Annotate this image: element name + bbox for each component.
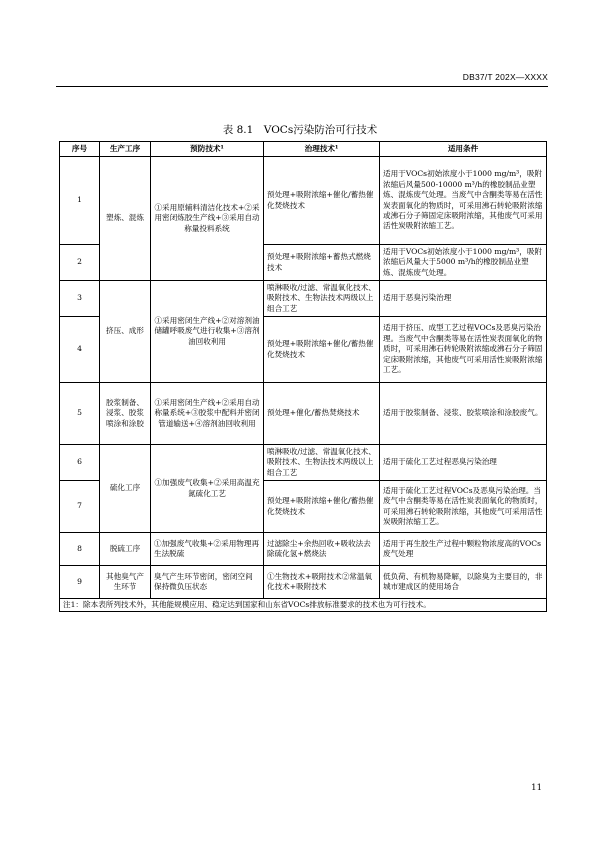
cell-no: 1 — [60, 157, 100, 245]
cell-prevention: ①加强废气收集+②采用物理再生法脱硫 — [151, 533, 264, 566]
cell-no: 2 — [60, 245, 100, 281]
cell-prevention: ①加强废气收集+②采用高温充氮硫化工艺 — [151, 445, 264, 533]
cell-conditions: 适用于恶臭污染治理 — [380, 281, 547, 317]
cell-treatment: 喷淋吸收/过滤、常温氧化技术、吸附技术、生物法技术两级以上组合工艺 — [264, 445, 380, 481]
header-treatment: 治理技术¹ — [264, 142, 380, 157]
cell-treatment: 预处理+吸附浓缩+催化/蓄热催化焚烧技术 — [264, 157, 380, 245]
cell-conditions: 低负荷、有机物易降解，以除臭为主要目的，非城市建成区的使用场合 — [380, 566, 547, 599]
cell-no: 3 — [60, 281, 100, 317]
header-prevention: 预防技术¹ — [151, 142, 264, 157]
cell-prevention: ①采用密闭生产线+②对溶剂油储罐呼吸废气进行收集+③溶剂油回收利用 — [151, 281, 264, 383]
table-row — [60, 383, 547, 445]
table-note-row — [60, 599, 547, 612]
cell-treatment: 预处理+吸附浓缩+蓄热式燃烧技术 — [264, 245, 380, 281]
cell-conditions: 适用于VOCs初始浓度小于1000 mg/m³，吸附浓缩后风量大于5000 m³/h的橡胶制品业塑炼、混炼废气处理。 — [380, 245, 547, 281]
header-conditions: 适用条件 — [380, 142, 547, 157]
cell-no: 4 — [60, 317, 100, 383]
cell-process: 挤压、成形 — [100, 281, 151, 383]
cell-process: 塑炼、混炼 — [100, 157, 151, 281]
document-code: DB37/T 202X—XXXX — [462, 72, 548, 82]
cell-treatment: ①生物技术+吸附技术②常温氧化技术+吸附技术 — [264, 566, 380, 599]
page-number: 11 — [531, 783, 542, 793]
cell-process: 脱硫工序 — [100, 533, 151, 566]
cell-prevention: ①采用原辅料清洁化技术+②采用密闭炼胶生产线+③采用自动称量投料系统 — [151, 157, 264, 281]
table-row — [60, 533, 547, 566]
header-rule — [56, 86, 548, 87]
cell-treatment: 过滤除尘+余热回收+吸收法去除硫化氢+燃烧法 — [264, 533, 380, 566]
cell-no: 9 — [60, 566, 100, 599]
cell-no: 8 — [60, 533, 100, 566]
cell-no: 7 — [60, 481, 100, 533]
cell-treatment: 喷淋吸收/过滤、常温氧化技术、吸附技术、生物法技术两级以上组合工艺 — [264, 281, 380, 317]
header-process: 生产工序 — [100, 142, 151, 157]
table-row — [60, 281, 547, 317]
cell-treatment: 预处理+吸附浓缩+催化/蓄热催化焚烧技术 — [264, 481, 380, 533]
cell-conditions: 适用于胶浆制备、浸浆、胶浆喷涂和涂胶废气。 — [380, 383, 547, 445]
cell-prevention: 臭气产生环节密闭，密闭空间保持微负压状态 — [151, 566, 264, 599]
cell-no: 6 — [60, 445, 100, 481]
cell-no: 5 — [60, 383, 100, 445]
table-row — [60, 445, 547, 481]
vocs-technology-table — [59, 141, 547, 612]
table-caption: 表 8.1 VOCs污染防治可行技术 — [222, 124, 378, 136]
cell-conditions: 适用于硫化工艺过程VOCs及恶臭污染治理。当废气中含酮类等易在活性炭表面氧化的物质时，可采用沸石转轮吸附浓缩，其他废气可采用活性炭吸附浓缩工艺。 — [380, 481, 547, 533]
header-no: 序号 — [60, 142, 100, 157]
cell-treatment: 预处理+催化/蓄热焚烧技术 — [264, 383, 380, 445]
cell-conditions: 适用于再生胶生产过程中颗粒物浓度高的VOCs废气处理 — [380, 533, 547, 566]
table-note: 注1：除本表所列技术外，其他能规模应用、稳定达到国家和山东省VOCs排放标准要求的技术也为可行技术。 — [60, 599, 547, 612]
cell-prevention: ①采用密闭生产线+②采用自动称量系统+③胶浆中配料并密闭管道输送+④溶剂油回收利用 — [151, 383, 264, 445]
cell-process: 硫化工序 — [100, 445, 151, 533]
cell-process: 胶浆制备、浸浆、胶浆喷涂和涂胶 — [100, 383, 151, 445]
cell-treatment: 预处理+吸附浓缩+催化/蓄热催化焚烧技术 — [264, 317, 380, 383]
cell-conditions: 适用于VOCs初始浓度小于1000 mg/m³，吸附浓缩后风量500-10000 m³/h的橡胶制品业塑炼、混炼废气处理。当废气中含酮类等易在活性炭表面氧化的物质时，可采用沸石转轮吸附浓缩或沸石分子筛固定床吸附浓缩，其他废气可采用活性炭吸附浓缩工艺。 — [380, 157, 547, 245]
cell-conditions: 适用于硫化工艺过程恶臭污染治理 — [380, 445, 547, 481]
table-row — [60, 566, 547, 599]
table-header-row — [60, 142, 547, 157]
table-row — [60, 157, 547, 245]
cell-process: 其他臭气产生环节 — [100, 566, 151, 599]
cell-conditions: 适用于挤压、成型工艺过程VOCs及恶臭污染治理。当废气中含酮类等易在活性炭表面氧化的物质时，可采用沸石转轮吸附浓缩或沸石分子筛固定床吸附浓缩，其他废气可采用活性炭吸附浓缩工艺。 — [380, 317, 547, 383]
